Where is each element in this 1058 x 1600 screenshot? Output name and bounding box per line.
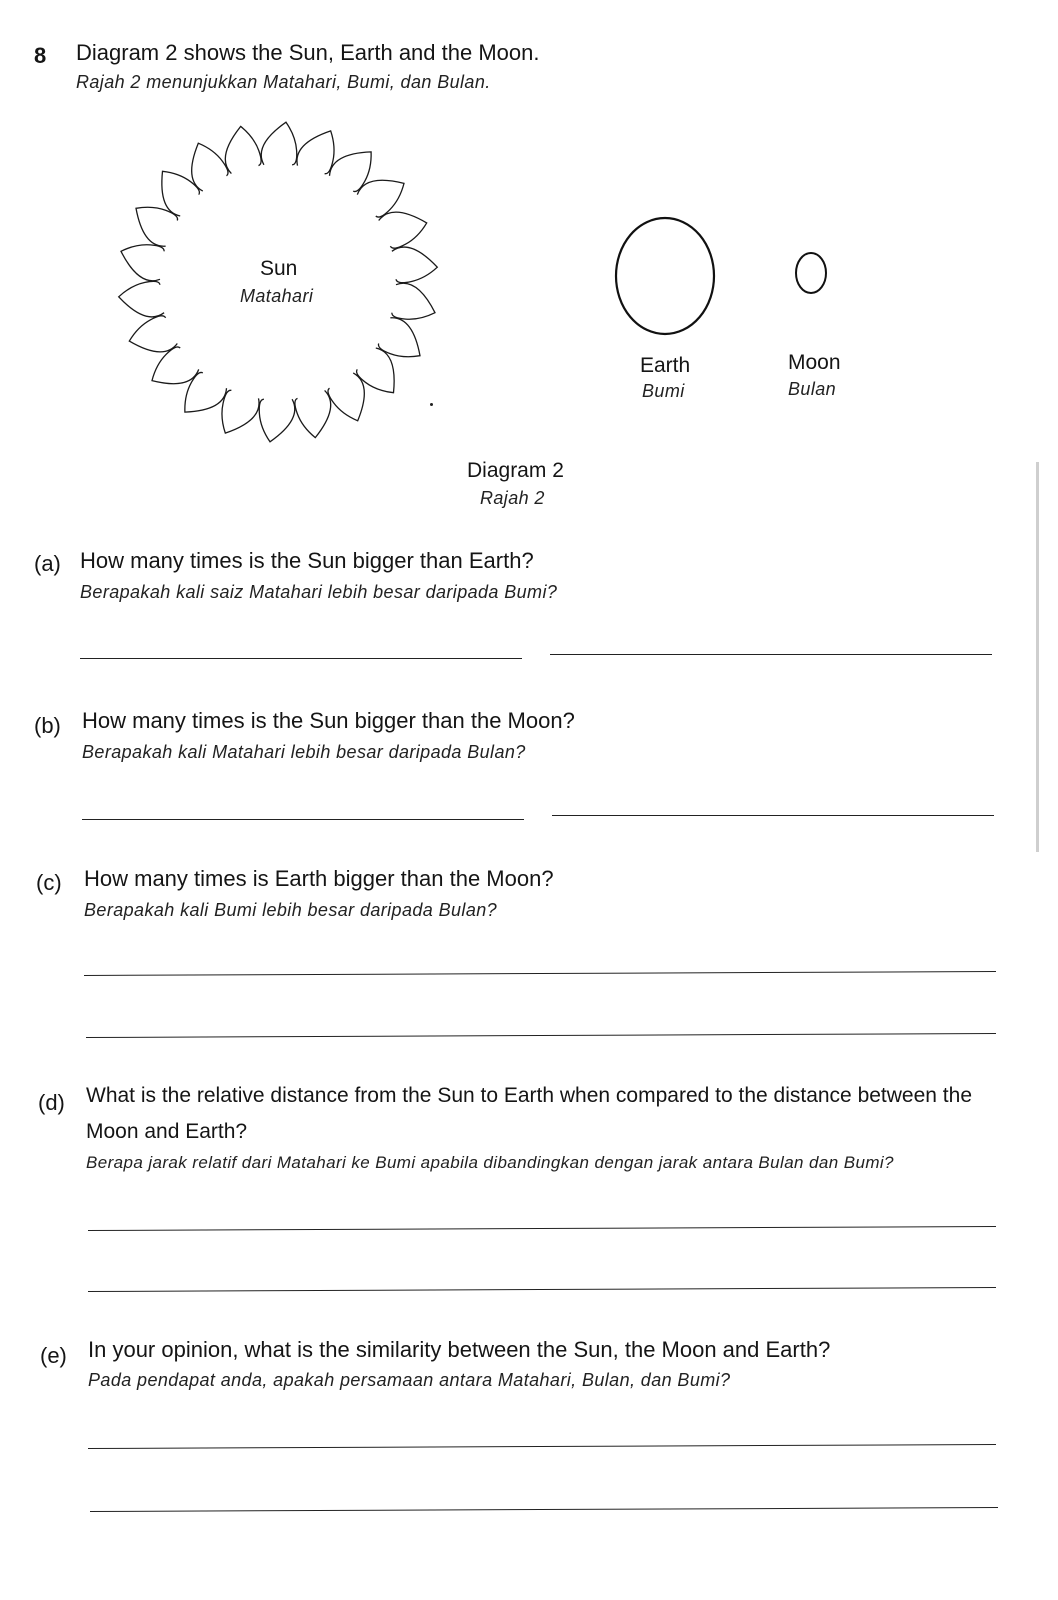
diagram-caption-ms: Rajah 2 <box>480 488 545 508</box>
answer-line-d-1[interactable] <box>88 1226 996 1231</box>
question-number: 8 <box>34 43 47 68</box>
answer-line-a-2[interactable] <box>550 654 992 655</box>
part-b-question-ms: Berapakah kali Matahari lebih besar daripada Bulan? <box>82 742 526 762</box>
sun-ray <box>357 348 395 393</box>
sun-ray <box>192 143 228 191</box>
answer-line-b-1[interactable] <box>82 819 524 820</box>
sun-ray <box>162 171 200 216</box>
sun-label-ms: Matahari <box>240 286 314 306</box>
answer-line-a-1[interactable] <box>80 658 522 659</box>
diagram-2 <box>0 0 1058 520</box>
part-e-question-en: In your opinion, what is the similarity between the Sun, the Moon and Earth? <box>88 1337 831 1362</box>
question-title-en: Diagram 2 shows the Sun, Earth and the Moon. <box>76 40 540 65</box>
earth-label-ms: Bumi <box>642 381 685 401</box>
sun-ray <box>119 281 164 317</box>
part-b-question-en: How many times is the Sun bigger than the Moon? <box>82 708 575 733</box>
sun-ray <box>185 372 227 412</box>
answer-line-b-2[interactable] <box>552 815 994 816</box>
part-d-question-en-line2: Moon and Earth? <box>86 1120 248 1143</box>
part-a-question-en: How many times is the Sun bigger than Earth? <box>80 548 534 573</box>
moon-label: Moon <box>788 351 841 374</box>
sun-ray <box>378 318 420 357</box>
sun-ray <box>129 316 177 352</box>
sun-ray <box>261 122 297 165</box>
sun-ray <box>295 390 331 437</box>
page-edge-shadow <box>1036 462 1039 852</box>
sun-ray <box>328 373 364 421</box>
sun-label: Sun <box>260 257 298 280</box>
sun-ray <box>392 283 435 319</box>
answer-line-d-2[interactable] <box>88 1287 996 1292</box>
part-b-label: (b) <box>34 713 61 738</box>
answer-line-c-2[interactable] <box>86 1033 996 1038</box>
moon-circle <box>796 253 826 293</box>
part-d-label: (d) <box>38 1090 65 1115</box>
part-e-question-ms: Pada pendapat anda, apakah persamaan antara Matahari, Bulan, dan Bumi? <box>88 1370 731 1390</box>
diagram-dot <box>430 403 433 406</box>
moon-label-ms: Bulan <box>788 379 837 399</box>
sun-ray <box>136 207 178 246</box>
sun-ray <box>330 152 372 192</box>
part-d-question-ms: Berapa jarak relatif dari Matahari ke Bumi apabila dibandingkan dengan jarak antara Bulan dan Bumi? <box>86 1153 894 1172</box>
sun-ray <box>121 245 164 281</box>
sun-ray <box>225 126 261 173</box>
part-d-question-en-line1: What is the relative distance from the Sun to Earth when compared to the distance between the <box>86 1084 972 1107</box>
answer-line-e-1[interactable] <box>88 1444 996 1449</box>
sun-ray <box>259 399 295 442</box>
part-a-label: (a) <box>34 551 61 576</box>
part-c-question-en: How many times is Earth bigger than the Moon? <box>84 866 554 891</box>
earth-label: Earth <box>640 354 691 377</box>
part-c-question-ms: Berapakah kali Bumi lebih besar daripada Bulan? <box>84 900 498 920</box>
part-e-label: (e) <box>40 1343 67 1368</box>
answer-line-e-2[interactable] <box>90 1507 998 1512</box>
sun-illustration <box>119 122 438 442</box>
earth-circle <box>616 218 714 334</box>
sun-ray <box>297 131 334 174</box>
diagram-caption: Diagram 2 <box>467 459 564 482</box>
question-title-ms: Rajah 2 menunjukkan Matahari, Bumi, dan Bulan. <box>76 72 491 92</box>
part-c-label: (c) <box>36 870 62 895</box>
sun-ray <box>392 247 437 283</box>
sun-ray <box>379 212 427 248</box>
part-a-question-ms: Berapakah kali saiz Matahari lebih besar daripada Bumi? <box>80 582 558 602</box>
sun-ray <box>222 390 259 433</box>
answer-line-c-1[interactable] <box>84 971 996 976</box>
